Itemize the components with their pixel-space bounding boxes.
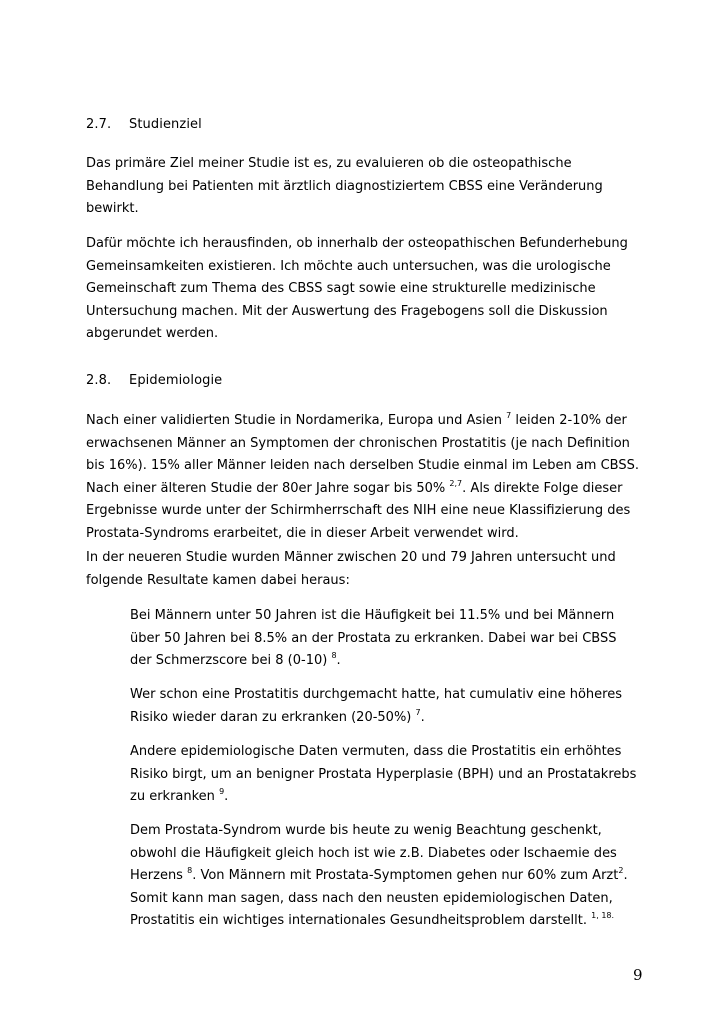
citation: 8: [331, 651, 337, 660]
text-line: Das primäre Ziel meiner Studie ist es, zu evaluieren ob die osteopathische: [86, 156, 572, 171]
text-line: Herzens $^8$. Von Männern mit Prostata-Symptomen gehen nur 60% zum Arzt$^2$.: [130, 866, 628, 883]
text-line: Prostata-Syndroms erarbeitet, die in dieser Arbeit verwendet wird.: [86, 525, 519, 541]
paragraph-study-goal: [86, 153, 603, 221]
citation: 7: [506, 411, 512, 420]
page-number: 9: [633, 966, 643, 984]
result-item-risk: [130, 741, 636, 809]
text-line: Nach einer validierten Studie in Nordamerika, Europa und Asien $^7$ leiden 2-10% der: [86, 411, 627, 428]
text-line: folgende Resultate kamen dabei heraus:: [86, 572, 350, 588]
text-line: Risiko wieder daran zu erkranken (20-50%) $^7$.: [130, 707, 425, 725]
citation: 2: [618, 866, 624, 875]
paragraph-epidemiology-intro: [86, 410, 639, 545]
text-line: Dafür möchte ich herausfinden, ob innerhalb der osteopathischen Befunderhebung: [86, 236, 628, 251]
result-item-attention: [130, 820, 628, 933]
citation: 8: [187, 866, 193, 875]
section-heading-2-7: [86, 117, 202, 132]
text-line: zu erkranken $^9$.: [130, 787, 229, 804]
text-line: Ergebnisse wurde unter der Schirmherrschaft des NIH eine neue Klassifizierung des: [86, 503, 631, 518]
text-line: über 50 Jahren bei 8.5% an der Prostata zu erkranken. Dabei war bei CBSS: [130, 630, 617, 646]
section-heading-2-8: [86, 373, 222, 388]
citation: 9: [219, 787, 225, 796]
text-line: der Schmerzscore bei 8 (0-10) $^8$.: [130, 651, 341, 668]
text-line: In der neueren Studie wurden Männer zwischen 20 und 79 Jahren untersucht und: [86, 550, 616, 565]
section-title: Epidemiologie: [129, 373, 223, 388]
text-line: Andere epidemiologische Daten vermuten, dass die Prostatitis ein erhöhtes: [130, 744, 622, 759]
citation: 1, 18.: [591, 911, 615, 920]
text-line: bis 16%). 15% aller Männer leiden nach derselben Studie einmal im Leben am CBSS.: [86, 458, 640, 473]
text-line: Somit kann man sagen, dass nach den neusten epidemiologischen Daten,: [130, 890, 613, 906]
section-title: Studienziel: [129, 117, 202, 132]
text-line: Prostatitis ein wichtiges internationales Gesundheitsproblem darstellt. $^{1, 18.}$: [130, 911, 615, 928]
text-line: erwachsenen Männer an Symptomen der chronischen Prostatitis (je nach Definition: [86, 435, 630, 451]
text-line: Gemeinschaft zum Thema des CBSS sagt sowie eine strukturelle medizinische: [86, 281, 596, 296]
text-line: Wer schon eine Prostatitis durchgemacht hatte, hat cumulativ eine höheres: [130, 687, 622, 702]
text-line: bewirkt.: [86, 201, 139, 216]
text-line: Gemeinsamkeiten existieren. Ich möchte auch untersuchen, was die urologische: [86, 258, 611, 274]
citation: 7: [415, 707, 421, 717]
text-line: Dem Prostata-Syndrom wurde bis heute zu wenig Beachtung geschenkt,: [130, 823, 602, 838]
text-line: Risiko birgt, um an benigner Prostata Hyperplasie (BPH) und an Prostatakrebs: [130, 766, 637, 782]
citation: 2,7: [449, 478, 463, 488]
text-line: Nach einer älteren Studie der 80er Jahre sogar bis 50% $^{2,7}$. Als direkte Folge dieser: [86, 478, 623, 496]
result-item-recurrence: [130, 684, 622, 729]
result-item-frequency: [130, 605, 616, 673]
text-line: Behandlung bei Patienten mit ärztlich diagnostiziertem CBSS eine Veränderung: [86, 178, 603, 194]
text-line: Untersuchung machen. Mit der Auswertung des Fragebogens soll die Diskussion: [86, 303, 608, 319]
text-line: obwohl die Häufigkeit gleich hoch ist wie z.B. Diabetes oder Ischaemie des: [130, 845, 617, 861]
paragraph-newer-study: [86, 547, 616, 592]
text-line: abgerundet werden.: [86, 326, 219, 341]
section-number: 2.8.: [86, 373, 112, 388]
section-number: 2.7.: [86, 117, 112, 132]
paragraph-study-method: [86, 233, 628, 346]
text-line: Bei Männern unter 50 Jahren ist die Häufigkeit bei 11.5% und bei Männern: [130, 608, 615, 623]
